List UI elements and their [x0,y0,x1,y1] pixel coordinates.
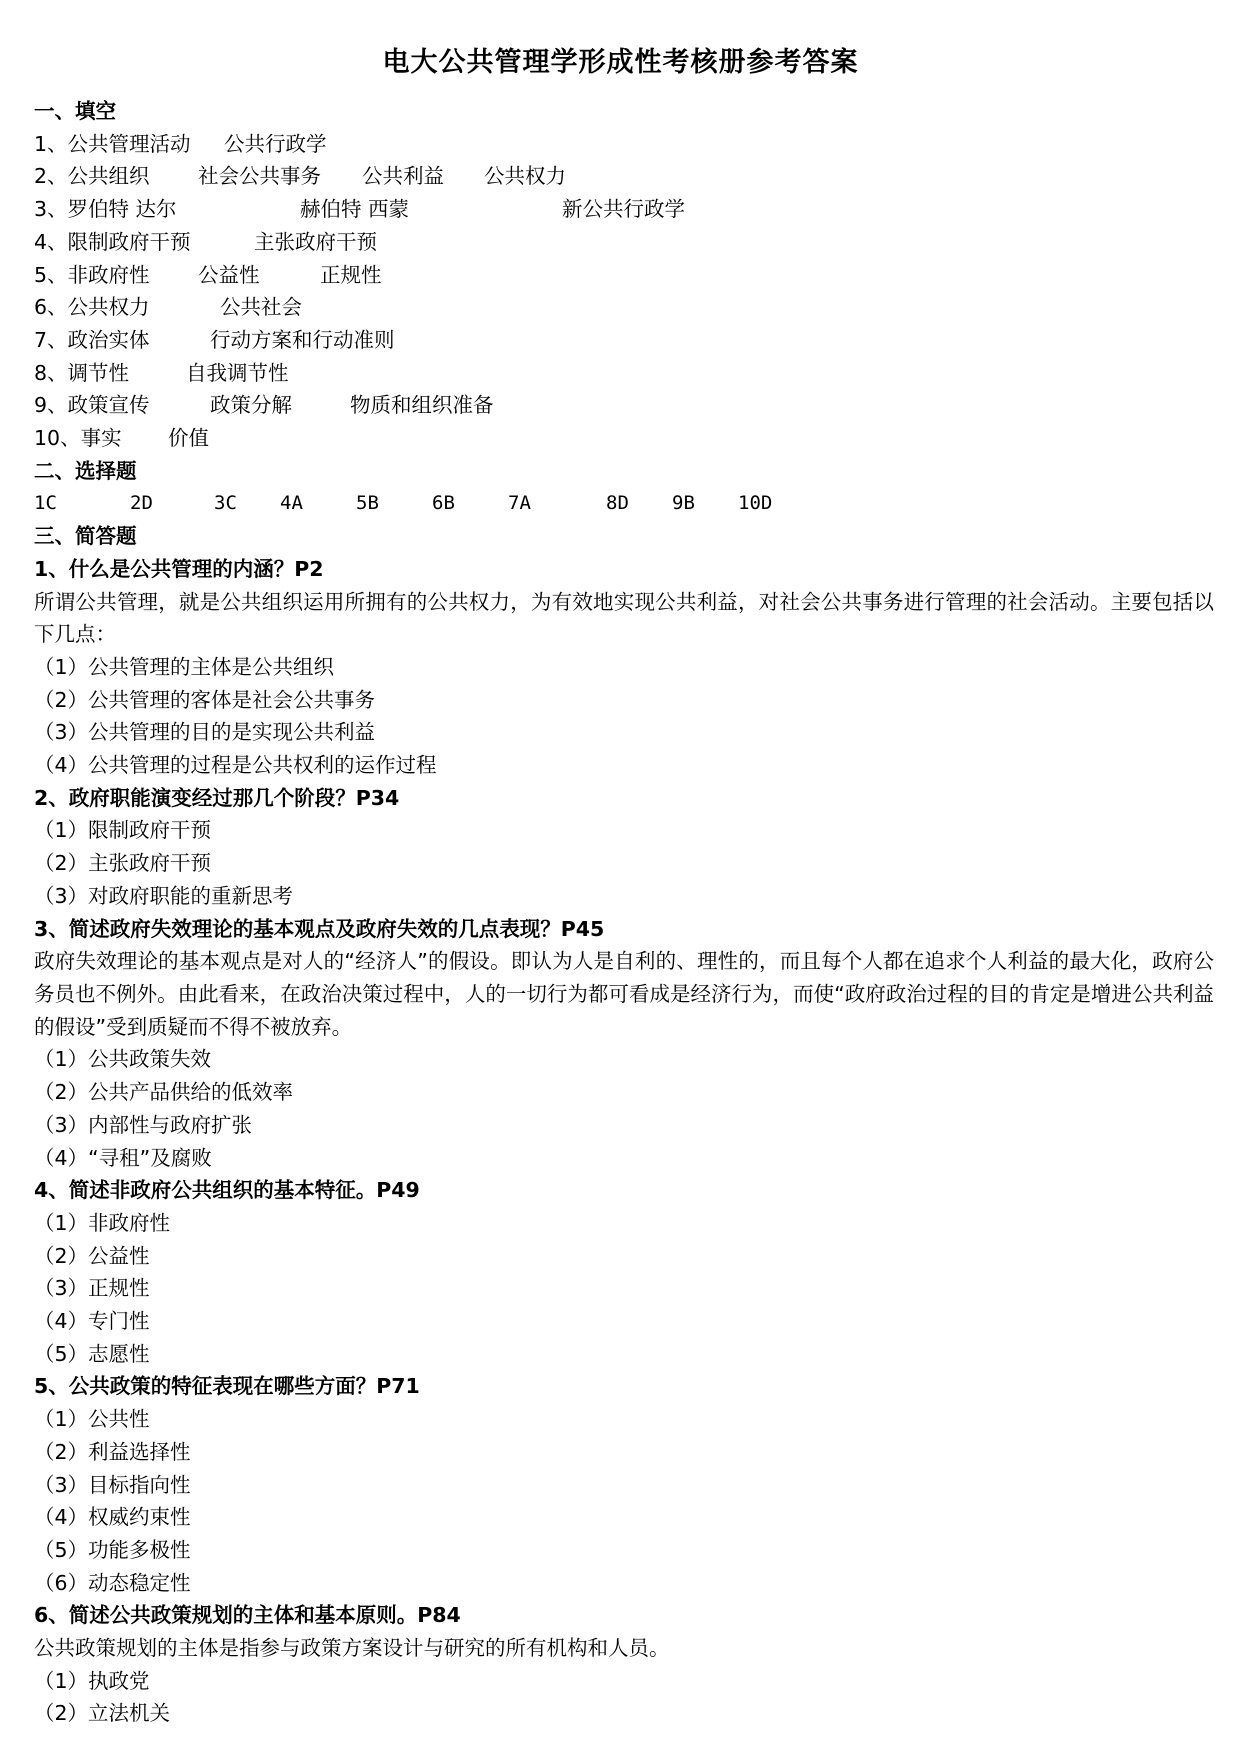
list-item: （2）立法机关 [34,1701,171,1726]
fill-answer: 4、限制政府干预 [34,229,191,254]
list-item: （3）正规性 [34,1276,150,1301]
list-item: （1）非政府性 [34,1210,171,1235]
list-item: （5）志愿性 [34,1341,150,1366]
fill-answer: 3、罗伯特 达尔 [34,197,177,222]
choice-answer: 2D [130,492,153,515]
fill-row-10 [34,422,1214,455]
fill-answer: 9、政策宣传 [34,393,150,418]
fill-answer: 主张政府干预 [254,229,377,254]
list-item: （6）动态稳定性 [34,1570,191,1595]
fill-answer: 公益性 [198,262,260,287]
question-5: 5、公共政策的特征表现在哪些方面？P71 [34,1374,420,1399]
list-item: （4）公共管理的过程是公共权利的运作过程 [34,753,437,778]
list-item: （1）限制政府干预 [34,818,212,843]
list-item: （5）功能多极性 [34,1537,191,1562]
fill-row-4 [34,226,1214,259]
list-item: （1）公共政策失效 [34,1047,212,1072]
section-heading-fill: 一、填空 [34,99,116,123]
choice-answer: 4A [280,492,303,515]
fill-answer: 公共行政学 [224,131,327,156]
choice-answer: 10D [738,492,773,515]
list-item: （3）公共管理的目的是实现公共利益 [34,720,376,745]
answer-paragraph-1: 所谓公共管理，就是公共组织运用所拥有的公共权力，为有效地实现公共利益，对社会公共事务进行管理的社会活动。主要包括以下几点： [34,589,1214,647]
question-2: 2、政府职能演变经过那几个阶段？P34 [34,785,400,810]
choice-answers-row [34,487,1214,520]
fill-row-3 [34,193,1214,226]
document-body [34,95,1214,1730]
question-3: 3、简述政府失效理论的基本观点及政府失效的几点表现？P45 [34,916,605,941]
list-item: （4）权威约束性 [34,1505,191,1530]
list-item: （2）公共管理的客体是社会公共事务 [34,687,376,712]
choice-answer: 6B [432,492,455,515]
choice-answer: 7A [508,492,531,515]
fill-answer: 价值 [168,426,209,451]
fill-answer: 公共社会 [220,295,302,320]
fill-row-2 [34,160,1214,193]
choice-answer: 5B [356,492,379,515]
fill-answer: 1、公共管理活动 [34,131,191,156]
answer-paragraph-6: 公共政策规划的主体是指参与政策方案设计与研究的所有机构和人员。 [34,1636,670,1661]
list-item: （3）内部性与政府扩张 [34,1112,253,1137]
list-item: （2）利益选择性 [34,1439,191,1464]
fill-row-9 [34,389,1214,422]
answer-paragraph-3: 政府失效理论的基本观点是对人的“经济人”的假设。即认为人是自利的、理性的，而且每个人都在追求个人利益的最大化，政府公务员也不例外。由此看来，在政治决策过程中，人的一切行为都可看成是经济行为，而使“政府政治过程的目的肯定是增进公共利益的假设”受到质疑而不得不被放弃。 [34,949,1214,1039]
question-1: 1、什么是公共管理的内涵？P2 [34,556,324,581]
fill-answer: 新公共行政学 [562,197,685,222]
list-item: （2）主张政府干预 [34,851,212,876]
list-item: （2）公共产品供给的低效率 [34,1080,294,1105]
fill-row-6 [34,291,1214,324]
fill-answer: 5、非政府性 [34,262,150,287]
fill-answer: 2、公共组织 [34,164,150,189]
choice-answer: 3C [214,492,237,515]
list-item: （1）公共管理的主体是公共组织 [34,654,335,679]
fill-answer: 正规性 [320,262,382,287]
fill-answer: 物质和组织准备 [350,393,494,418]
choice-answer: 9B [672,492,695,515]
fill-answer: 政策分解 [210,393,292,418]
list-item: （1）执政党 [34,1668,150,1693]
question-4: 4、简述非政府公共组织的基本特征。P49 [34,1178,420,1203]
fill-answer: 6、公共权力 [34,295,150,320]
fill-answer: 自我调节性 [186,360,289,385]
fill-answer: 8、调节性 [34,360,130,385]
fill-row-1 [34,128,1214,161]
list-item: （1）公共性 [34,1407,150,1432]
choice-answer: 1C [34,492,57,515]
page-title: 电大公共管理学形成性考核册参考答案 [382,47,859,78]
section-heading-choice: 二、选择题 [34,458,137,483]
fill-answer: 10、事实 [34,426,122,451]
choice-answer: 8D [606,492,629,515]
fill-answer: 公共权力 [484,164,566,189]
list-item: （3）对政府职能的重新思考 [34,883,294,908]
fill-row-8 [34,357,1214,390]
list-item: （3）目标指向性 [34,1472,191,1497]
list-item: （4）专门性 [34,1309,150,1334]
list-item: （2）公益性 [34,1243,150,1268]
list-item: （4）“寻租”及腐败 [34,1145,212,1170]
fill-answer: 赫伯特 西蒙 [300,197,410,222]
question-6: 6、简述公共政策规划的主体和基本原则。P84 [34,1603,461,1628]
fill-row-7 [34,324,1214,357]
section-heading-short-answer: 三、简答题 [34,524,137,549]
fill-answer: 7、政治实体 [34,327,150,352]
fill-answer: 公共利益 [362,164,444,189]
fill-answer: 行动方案和行动准则 [210,327,395,352]
fill-answer: 社会公共事务 [198,164,321,189]
fill-row-5 [34,259,1214,292]
